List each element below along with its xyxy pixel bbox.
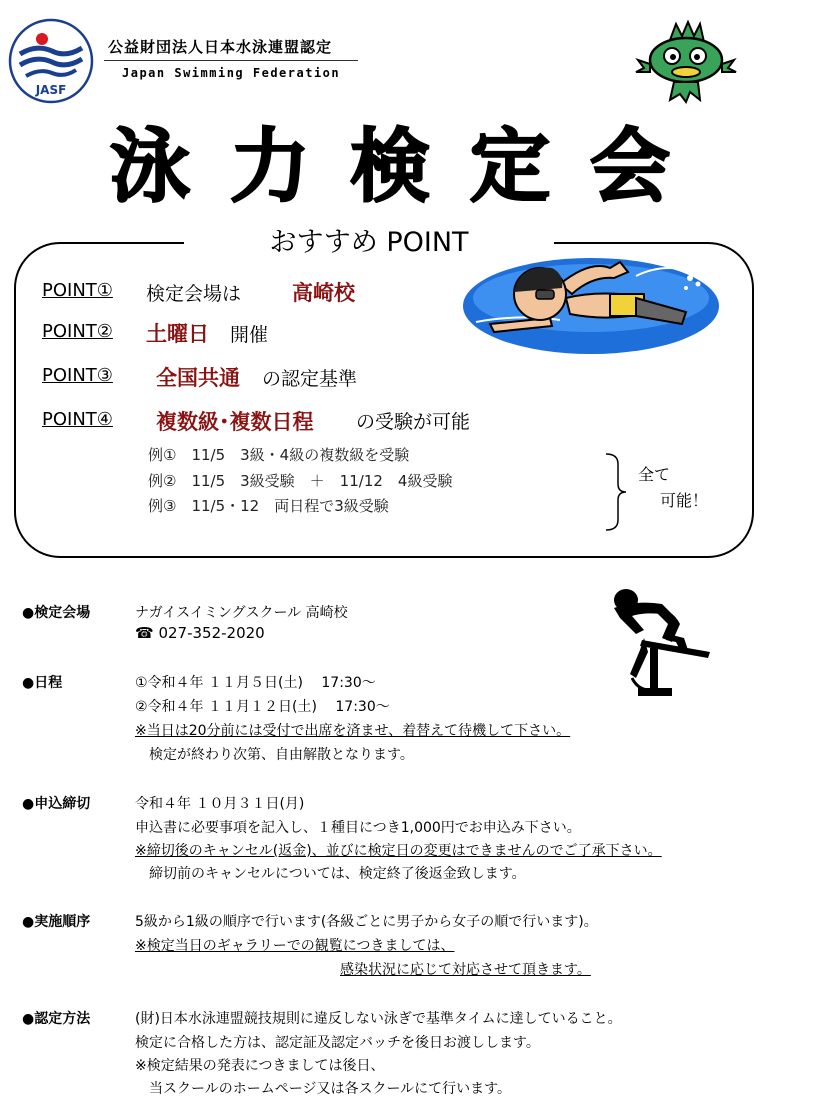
point-2-text: 開催 [230, 324, 269, 346]
deadline-note-1: ※締切後のキャンセル(返金)、並びに検定日の変更はできませんのでご了承下さい。 [135, 843, 662, 859]
point-1-label: POINT① [42, 280, 113, 301]
schedule-line-1: ①令和４年 １１月５日(土) 17:30～ [135, 675, 376, 691]
example-1: 例① 11/5 3級・4級の複数級を受験 [148, 446, 410, 464]
method-note-2: 当スクールのホームページ又は各スクールにて行います。 [149, 1081, 512, 1097]
brace-icon [604, 452, 628, 532]
method-line-2: 検定に合格した方は、認定証及認定バッチを後日お渡しします。 [135, 1035, 540, 1051]
org-name-en: Japan Swimming Federation [122, 66, 341, 80]
all-ok-line-1: 全て [638, 465, 671, 484]
points-heading: おすすめ POINT [184, 220, 554, 259]
method-note-1: ※検定結果の発表につきましては後日、 [135, 1058, 385, 1074]
point-3-label: POINT③ [42, 365, 113, 386]
point-3-text: の認定基準 [262, 368, 358, 390]
page-title: 泳力検定会 [110, 120, 710, 213]
order-note-2: 感染状況に応じて対応させて頂きます。 [340, 962, 591, 978]
point-2-label: POINT② [42, 321, 113, 342]
method-line-1: (財)日本水泳連盟競技規則に違反しない泳ぎで基準タイムに達していること。 [135, 1011, 622, 1027]
example-3: 例③ 11/5・12 両日程で3級受験 [148, 497, 389, 515]
schedule-line-2: ②令和４年 １１月１２日(土) 17:30～ [135, 699, 390, 715]
jasf-logo [8, 18, 94, 104]
all-ok-line-2: 可能！ [660, 491, 709, 510]
point-1-text: 検定会場は [146, 283, 242, 305]
order-label: ●実施順序 [22, 914, 91, 930]
method-label: ●認定方法 [22, 1011, 91, 1027]
deadline-line-1: 令和４年 １０月３１日(月) [135, 796, 305, 812]
deadline-note-2: 締切前のキャンセルについては、検定終了後返金致します。 [149, 866, 526, 882]
deadline-label: ●申込締切 [22, 796, 91, 812]
point-4-label: POINT④ [42, 409, 113, 430]
org-divider [104, 60, 358, 61]
diver-illustration [592, 578, 714, 704]
venue-name: ナガイスイミングスクール 高崎校 [135, 605, 348, 621]
schedule-note-1: ※当日は20分前には受付で出席を済ませ、着替えて待機して下さい。 [135, 723, 571, 739]
schedule-label: ●日程 [22, 675, 63, 691]
order-line-1: 5級から1級の順序で行います(各級ごとに男子から女子の順で行います)。 [135, 914, 598, 930]
order-note-1: ※検定当日のギャラリーでの観覧につきましては、 [135, 938, 455, 954]
venue-phone: ☎ 027-352-2020 [135, 624, 265, 642]
org-name-jp: 公益財団法人日本水泳連盟認定 [108, 38, 333, 56]
point-4-text: の受験が可能 [356, 411, 471, 433]
point-1-highlight: 高崎校 [292, 281, 355, 305]
swimmer-illustration [460, 254, 722, 358]
point-3-highlight: 全国共通 [156, 366, 240, 390]
kappa-mascot-illustration [630, 20, 738, 104]
example-2: 例② 11/5 3級受験 ＋ 11/12 4級受験 [148, 472, 453, 490]
schedule-note-2: 検定が終わり次第、自由解散となります。 [149, 747, 414, 763]
venue-label: ●検定会場 [22, 605, 91, 621]
point-4-highlight: 複数級･複数日程 [156, 410, 314, 434]
logo-text: JASF [35, 83, 67, 97]
deadline-line-2: 申込書に必要事項を記入し、１種目につき1,000円でお申込み下さい。 [135, 820, 581, 836]
point-2-highlight: 土曜日 [146, 322, 209, 346]
